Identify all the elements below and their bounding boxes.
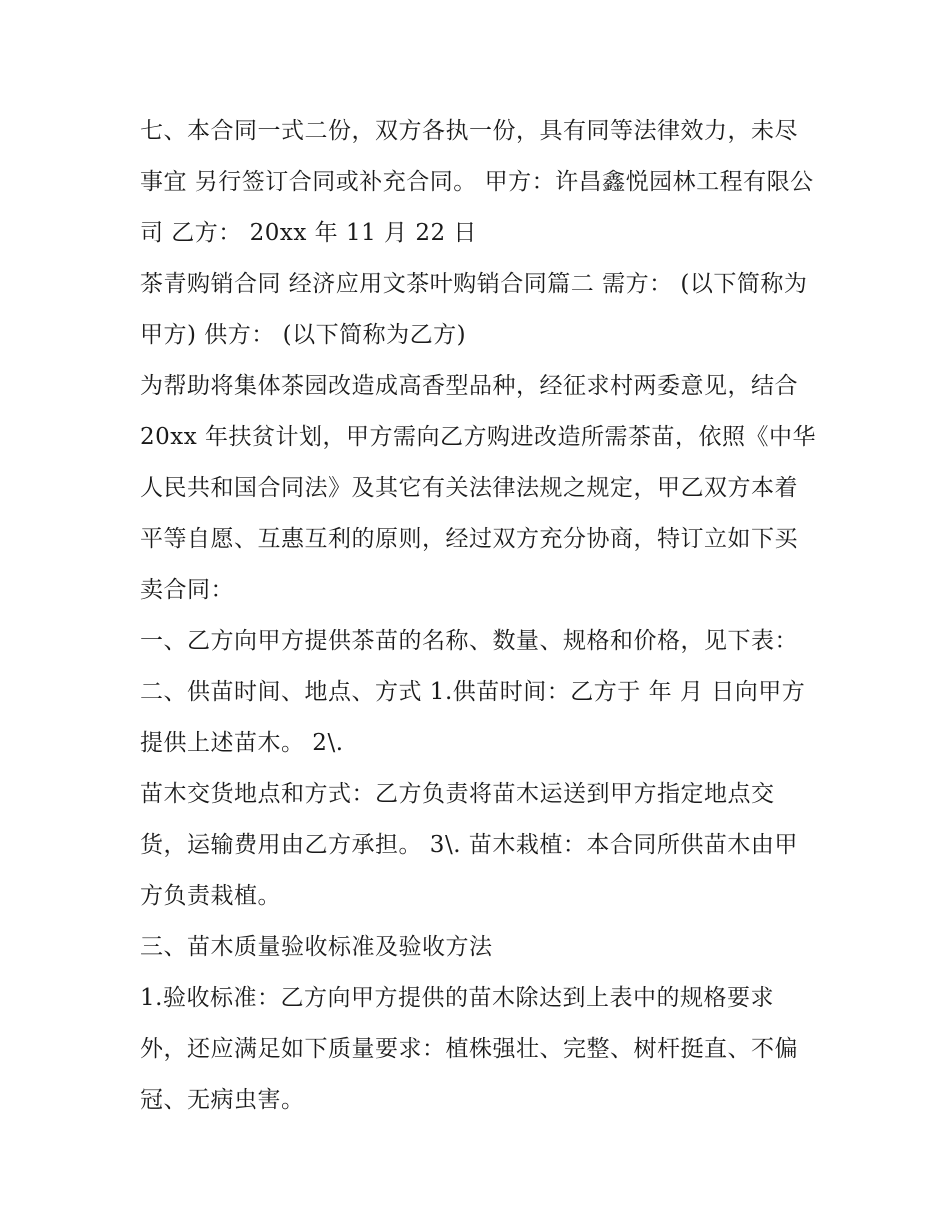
contract-title-paragraph: 茶青购销合同 经济应用文茶叶购销合同篇二 需方： (以下简称为甲方) 供方： (以下简称为乙方) [140, 271, 808, 348]
clause-three-heading: 三、苗木质量验收标准及验收方法 [140, 934, 493, 960]
document-body [140, 106, 820, 1126]
delivery-paragraph: 苗木交货地点和方式：乙方负责将苗木运送到甲方指定地点交货，运输费用由乙方承担。 3\. 苗木栽植：本合同所供苗木由甲方负责栽植。 [140, 781, 798, 909]
clause-one-two-paragraph: 一、乙方向甲方提供茶苗的名称、数量、规格和价格，见下表： 二、供苗时间、地点、方式 1.供苗时间：乙方于 年 月 日向甲方提供上述苗木。 2\. [140, 628, 806, 756]
clause-seven-paragraph: 七、本合同一式二份，双方各执一份，具有同等法律效力，未尽事宜 另行签订合同或补充合同。 甲方：许昌鑫悦园林工程有限公司 乙方： 20xx 年 11 月 22 日 [140, 118, 814, 246]
acceptance-standard-paragraph: 1.验收标准：乙方向甲方提供的苗木除达到上表中的规格要求外，还应满足如下质量要求：植株强壮、完整、树杆挺直、不偏冠、无病虫害。 [140, 985, 798, 1113]
preamble-paragraph: 为帮助将集体茶园改造成高香型品种，经征求村两委意见，结合 20xx 年扶贫计划，甲方需向乙方购进改造所需茶苗，依照《中华人民共和国合同法》及其它有关法律法规之规定，甲乙双方本着平等自愿、互惠互利的原则，经过双方充分协商，特订立如下买卖合同： [140, 373, 817, 603]
